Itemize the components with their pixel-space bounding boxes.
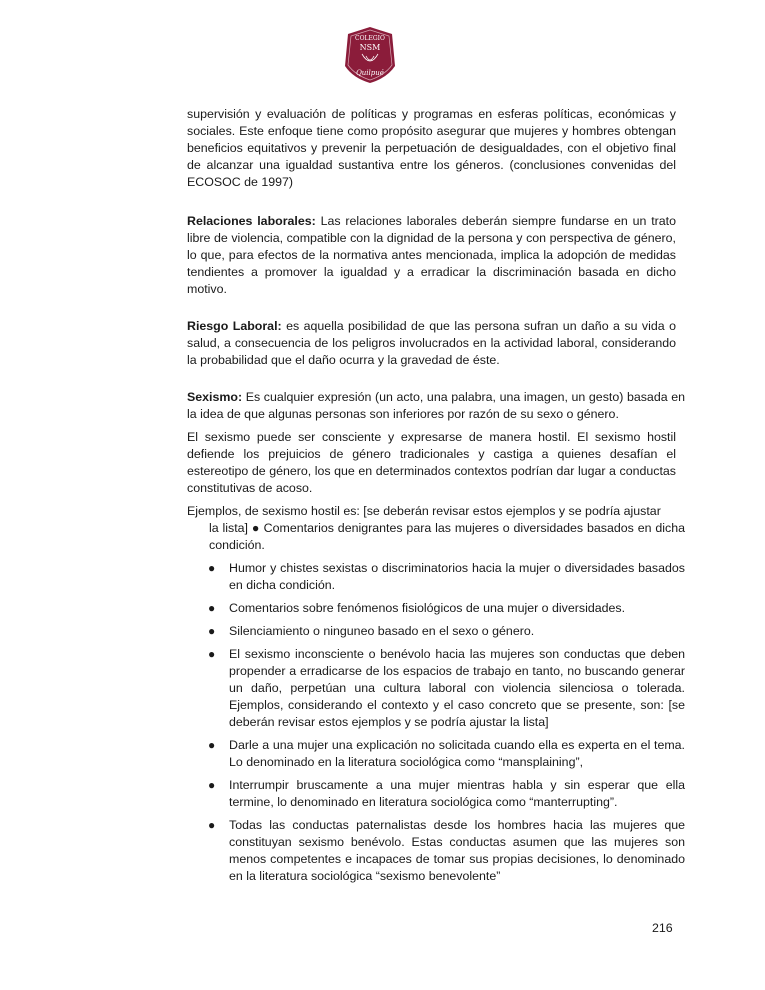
list-item	[187, 777, 685, 811]
list-item	[187, 646, 685, 731]
ejemplos-paragraph	[187, 503, 685, 554]
list-item-text: El sexismo inconsciente o benévolo hacia las mujeres son conductas que deben propender a erradicarse de los espacios de trabajo en tanto, no buscando generar un daño, perpetúan una cultura laboral con violencia silenciosa o tolerada. Ejemplos, considerando el contexto y el caso concreto que se presente, son: [se deberán revisar estos ejemplos y se podría ajustar la lista]	[229, 647, 685, 729]
logo-text-city: Quilpué	[356, 69, 384, 77]
bullet-icon: ●	[208, 647, 216, 661]
bullet-icon: ●	[208, 738, 216, 752]
list-item-text: Interrumpir bruscamente a una mujer mientras habla y sin esperar que ella termine, lo denominado en literatura sociológica como “manterrupting”.	[229, 778, 685, 809]
list-item-text: Comentarios sobre fenómenos fisiológicos de una mujer o diversidades.	[229, 601, 626, 615]
sexismo-term: Sexismo:	[187, 390, 243, 404]
relaciones-laborales-paragraph	[187, 213, 676, 298]
sexismo-text: Es cualquier expresión (un acto, una palabra, una imagen, un gesto) basada en la idea de que algunas personas son inferiores por razón de su sexo o género.	[187, 390, 685, 421]
page-number: 216	[652, 921, 673, 935]
list-item	[187, 560, 685, 594]
list-item-text: Humor y chistes sexistas o discriminatorios hacia la mujer o diversidades basados en dicha condición.	[229, 561, 685, 592]
riesgo-laboral-text: es aquella posibilidad de que las persona sufran un daño a su vida o salud, a consecuencia de los peligros involucrados en la actividad laboral, considerando la probabilidad que el daño ocurra y la gravedad de éste.	[187, 319, 676, 367]
bullet-icon: ●	[208, 818, 216, 832]
list-item	[187, 817, 685, 885]
list-item-text: Darle a una mujer una explicación no solicitada cuando ella es experta en el tema. Lo denominado en la literatura sociológica como “mansplaining”,	[229, 738, 685, 769]
bullet-icon: ●	[208, 624, 216, 638]
list-item-text: Silenciamiento o ninguneo basado en el sexo o género.	[229, 624, 535, 638]
bullet-icon: ●	[208, 601, 216, 615]
intro-paragraph: supervisión y evaluación de políticas y programas en esferas políticas, económicas y sociales. Este enfoque tiene como propósito asegurar que mujeres y hombres obtengan beneficios equitativos y prevenir la perpetuación de desigualdades, con el objetivo final de alcanzar una igualdad sustantiva entre los géneros. (conclusiones convenidas del ECOSOC de 1997)	[187, 107, 676, 189]
sexismo-paragraph	[187, 389, 685, 423]
relaciones-laborales-text: Las relaciones laborales deberán siempre fundarse en un trato libre de violencia, compatible con la dignidad de la persona y con perspectiva de género, lo que, para efectos de la normativa antes mencionada, implica la adopción de medidas tendientes a promover la igualdad y a erradicar la discriminación basada en dicho motivo.	[187, 214, 676, 296]
document-body	[187, 106, 685, 891]
list-item-text: Todas las conductas paternalistas desde los hombres hacia las mujeres que constituyan sexismo benévolo. Estas conductas asumen que las mujeres son menos competentes e incapaces de tomar sus propias decisiones, lo denominado en la literatura sociológica “sexismo benevolente”	[229, 818, 685, 883]
sexismo-hostil-paragraph: El sexismo puede ser consciente y expresarse de manera hostil. El sexismo hostil defiende los prejuicios de género tradicionales y castiga a quienes desafían el estereotipo de género, los que en determinados contextos podrían dar lugar a conductas constitutivas de acoso.	[187, 430, 676, 495]
ejemplos-first-line: Ejemplos, de sexismo hostil es: [se deberán revisar estos ejemplos y se podría ajustar	[187, 504, 661, 518]
list-item	[187, 600, 685, 617]
riesgo-laboral-paragraph	[187, 318, 676, 369]
list-item	[187, 623, 685, 640]
logo-text-colegio: COLEGIO	[355, 35, 385, 42]
ejemplos-continuation: la lista] ● Comentarios denigrantes para las mujeres o diversidades basados en dicha condición.	[209, 521, 685, 552]
riesgo-laboral-term: Riesgo Laboral:	[187, 319, 282, 333]
school-logo	[342, 26, 398, 84]
relaciones-laborales-term: Relaciones laborales:	[187, 214, 316, 228]
list-item	[187, 737, 685, 771]
examples-list	[187, 560, 685, 885]
logo-text-nsm: NSM	[359, 43, 381, 52]
bullet-icon: ●	[208, 778, 216, 792]
bullet-icon: ●	[208, 561, 216, 575]
